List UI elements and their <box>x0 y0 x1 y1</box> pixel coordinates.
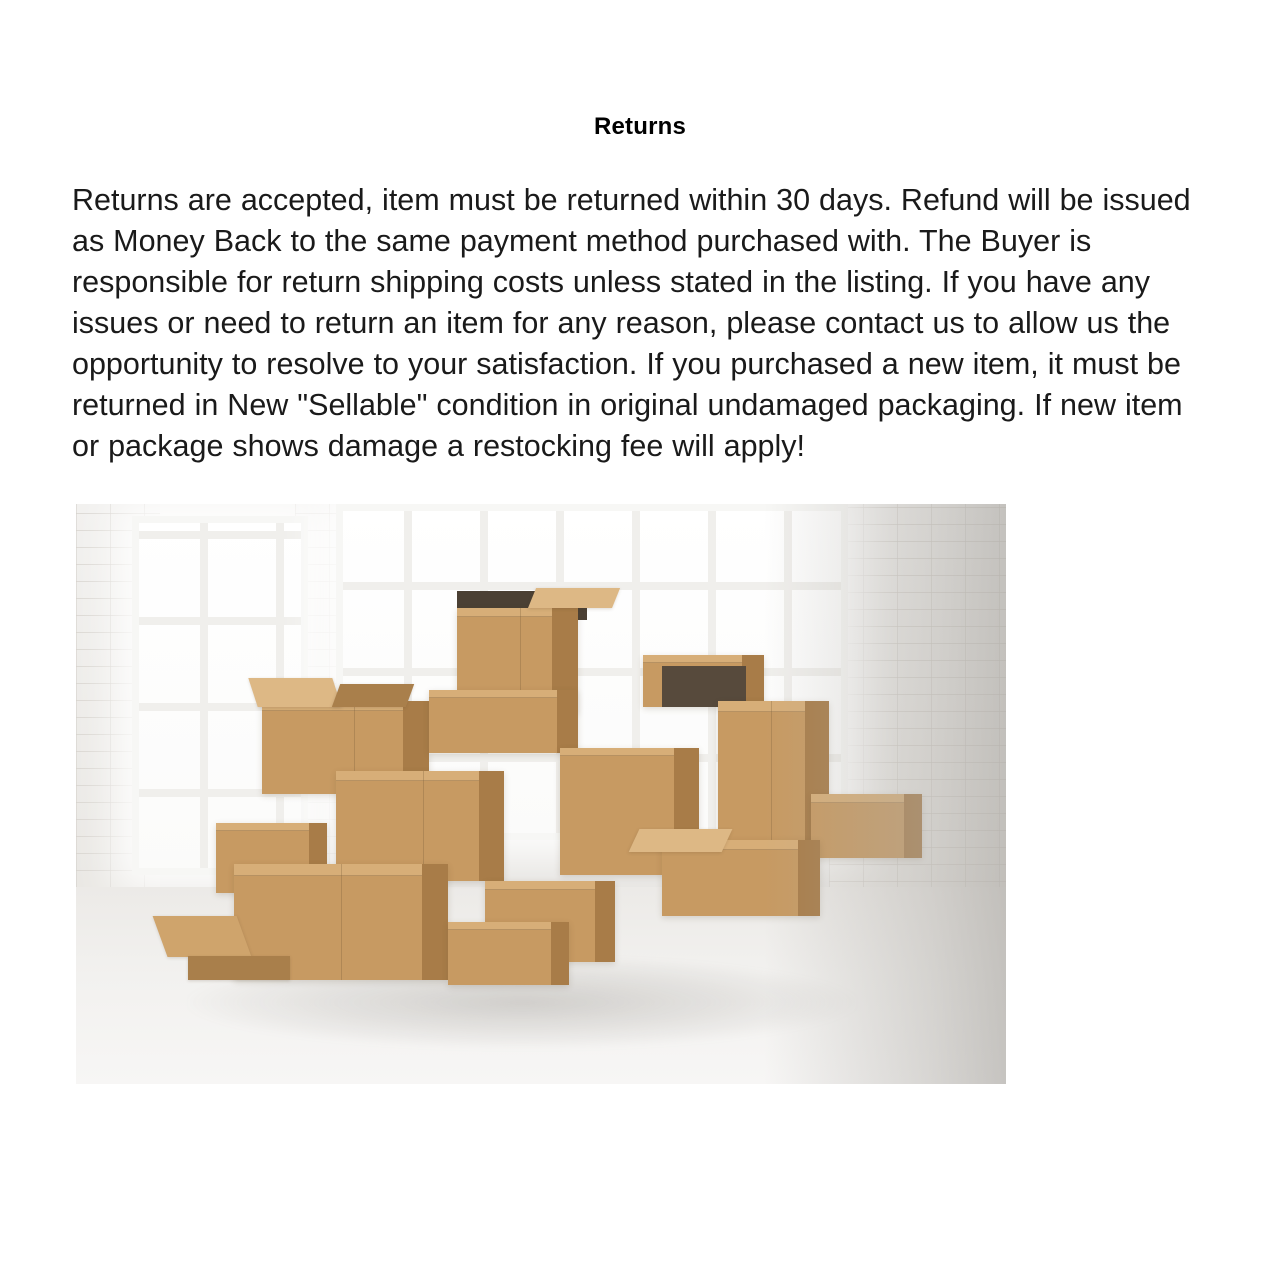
box-bottom-small-front <box>448 922 569 986</box>
box-side-face <box>742 655 764 707</box>
box-flap-open-c <box>332 684 415 707</box>
box-side-face <box>595 881 616 962</box>
box-flap-open-b <box>248 678 341 707</box>
box-side-face <box>557 690 578 754</box>
returns-policy-text: Returns are accepted, item must be returned within 30 days. Refund will be issued as Money Back to the same payment method purchased with. The Buyer is responsible for return shipping costs unless stated in the listing. If you have any issues or need to return an item for any reason, please contact us to allow us the opportunity to resolve to your satisfaction. If you purchased a new item, it must be returned in New "Sellable" condition in original undamaged packaging. If new item or package shows damage a restocking fee will apply! <box>72 183 1191 463</box>
box-flap-floor-left <box>152 916 250 957</box>
box-seam <box>341 864 342 980</box>
box-flap-open-a <box>528 588 620 608</box>
photo-right-vignette <box>764 504 1006 1084</box>
box-flap-floor-left-2 <box>188 956 290 979</box>
box-center-upper <box>429 690 578 754</box>
box-side-face <box>551 922 569 986</box>
box-top-face <box>429 690 578 699</box>
box-side-face <box>422 864 448 980</box>
box-flap-open-d <box>629 829 733 852</box>
cardboard-boxes-photo <box>76 504 1006 1084</box>
photo-scene <box>76 504 1006 1084</box>
page-title: Returns <box>593 113 687 140</box>
box-side-face <box>479 771 504 881</box>
